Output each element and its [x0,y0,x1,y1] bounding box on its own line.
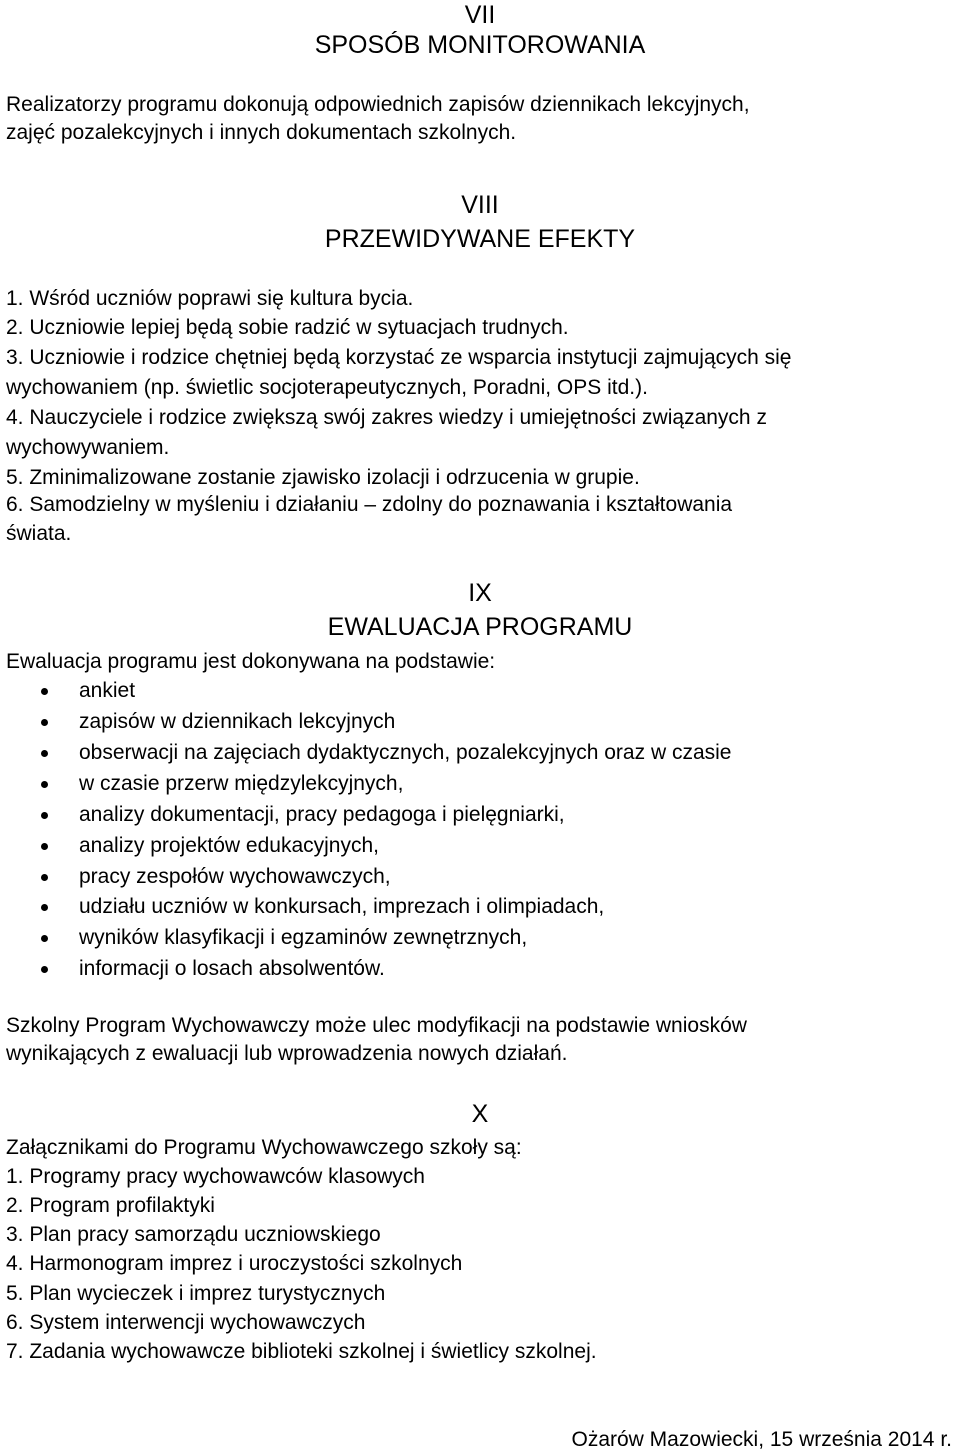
list-item [0,769,960,799]
attachment-item: 3. Plan pracy samorządu uczniowskiego [6,1223,381,1246]
section-7-line: zajęć pozalekcyjnych i innych dokumentach szkolnych. [6,121,517,144]
attachments-intro: Załącznikami do Programu Wychowawczego szkoły są: [6,1136,522,1159]
section-7-line: Realizatorzy programu dokonują odpowiednich zapisów dziennikach lekcyjnych, [6,93,750,116]
effects-line: 6. Samodzielny w myśleniu i działaniu – zdolny do poznawania i kształtowania [6,493,733,516]
list-item-text: wyników klasyfikacji i egzaminów zewnętrznych, [79,926,528,949]
section-7-title: SPOSÓB MONITOROWANIA [314,31,646,59]
list-item [0,954,960,984]
list-item-text: analizy dokumentacji, pracy pedagoga i pielęgniarki, [79,803,565,826]
list-item [0,676,960,706]
section-8-number: VIII [461,191,499,219]
bullet-icon [41,935,48,942]
evaluation-closing-line: Szkolny Program Wychowawczy może ulec modyfikacji na podstawie wniosków [6,1014,747,1037]
list-item-text: udziału uczniów w konkursach, imprezach i olimpiadach, [79,895,605,918]
section-9-number: IX [468,579,492,607]
bullet-icon [41,688,48,695]
place-date: Ożarów Mazowiecki, 15 września 2014 r. [571,1428,952,1451]
bullet-icon [41,966,48,973]
bullet-icon [41,843,48,850]
list-item [0,831,960,861]
effects-line: wychowaniem (np. świetlic socjoterapeutycznych, Poradni, OPS itd.). [6,376,648,399]
list-item [0,923,960,953]
list-item [0,862,960,892]
attachment-item: 2. Program profilaktyki [6,1194,215,1217]
bullet-icon [41,719,48,726]
evaluation-intro: Ewaluacja programu jest dokonywana na podstawie: [6,650,496,673]
list-item [0,800,960,830]
bullet-icon [41,750,48,757]
bullet-icon [41,781,48,788]
list-item-text: ankiet [79,679,136,702]
list-item-text: pracy zespołów wychowawczych, [79,865,391,888]
section-7-number: VII [464,1,496,29]
attachment-item: 6. System interwencji wychowawczych [6,1311,366,1334]
list-item [0,892,960,922]
bullet-icon [41,904,48,911]
list-item [0,738,960,768]
section-9-title: EWALUACJA PROGRAMU [327,613,633,641]
evaluation-closing-line: wynikających z ewaluacji lub wprowadzenia nowych działań. [6,1042,568,1065]
effects-line: 5. Zminimalizowane zostanie zjawisko izolacji i odrzucenia w grupie. [6,466,640,489]
list-item-text: zapisów w dziennikach lekcyjnych [79,710,396,733]
effects-line: 1. Wśród uczniów poprawi się kultura bycia. [6,287,414,310]
attachment-item: 4. Harmonogram imprez i uroczystości szkolnych [6,1252,463,1275]
effects-line: świata. [6,522,72,545]
bullet-icon [41,874,48,881]
section-8-title: PRZEWIDYWANE EFEKTY [324,225,636,253]
list-item-text: analizy projektów edukacyjnych, [79,834,379,857]
attachment-item: 1. Programy pracy wychowawców klasowych [6,1165,425,1188]
list-item-text: w czasie przerw międzylekcyjnych, [79,772,404,795]
list-item [0,707,960,737]
attachment-item: 5. Plan wycieczek i imprez turystycznych [6,1282,386,1305]
attachment-item: 7. Zadania wychowawcze biblioteki szkolnej i świetlicy szkolnej. [6,1340,597,1363]
effects-line: 4. Nauczyciele i rodzice zwiększą swój zakres wiedzy i umiejętności związanych z [6,406,767,429]
effects-line: wychowywaniem. [6,436,170,459]
effects-line: 2. Uczniowie lepiej będą sobie radzić w sytuacjach trudnych. [6,316,569,339]
effects-line: 3. Uczniowie i rodzice chętniej będą korzystać ze wsparcia instytucji zajmujących się [6,346,792,369]
section-10-number: X [471,1100,489,1128]
bullet-icon [41,812,48,819]
list-item-text: informacji o losach absolwentów. [79,957,385,980]
list-item-text: obserwacji na zajęciach dydaktycznych, pozalekcyjnych oraz w czasie [79,741,732,764]
